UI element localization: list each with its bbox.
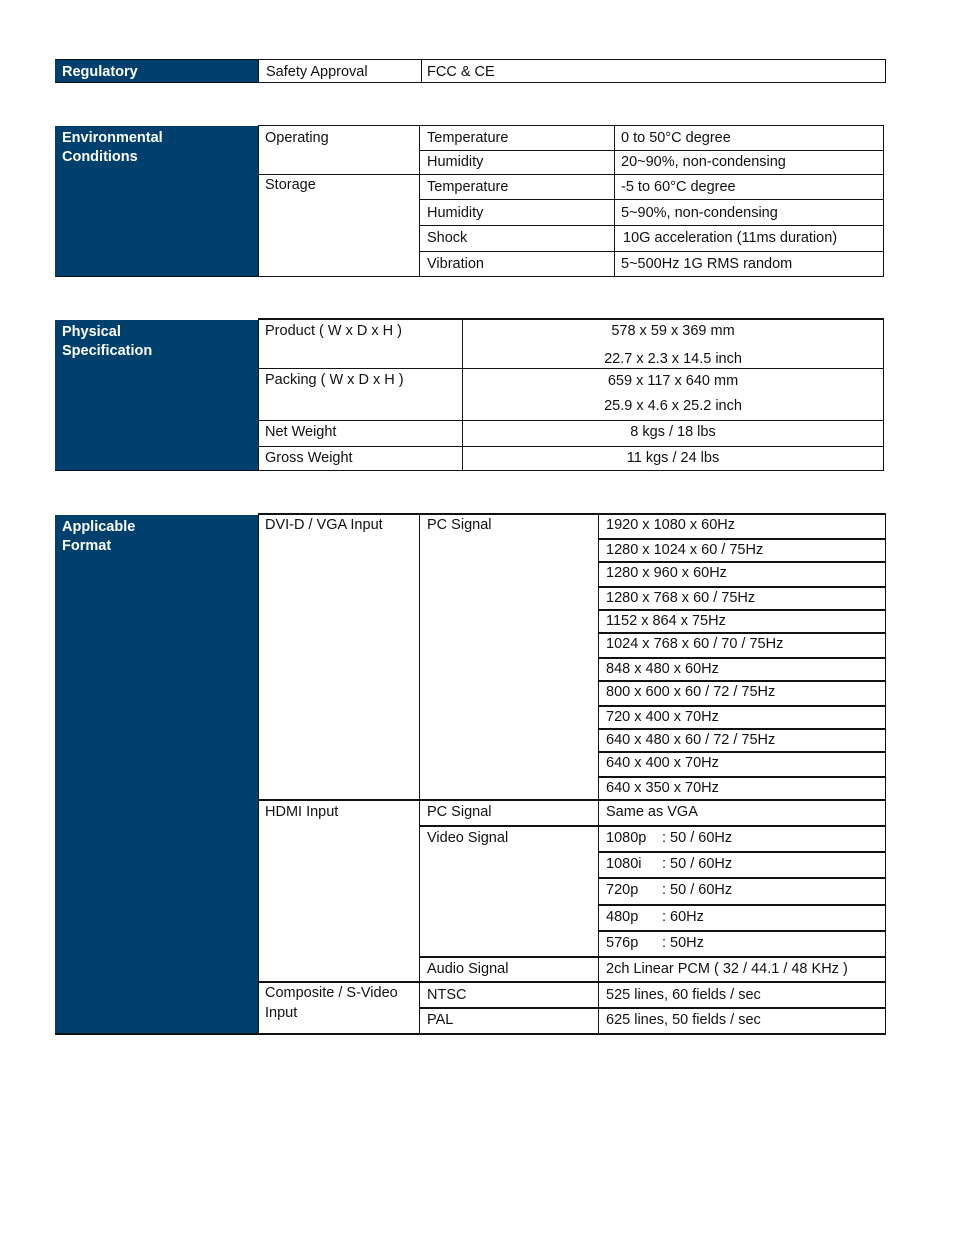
divider — [883, 318, 884, 471]
divider — [462, 318, 463, 471]
packing-dimensions-label: Packing ( W x D x H ) — [265, 372, 404, 388]
divider — [258, 318, 259, 471]
pc-mode-11: 640 x 400 x 70Hz — [606, 755, 719, 771]
environmental-header-line2: Conditions — [62, 149, 138, 165]
video-mode-1080i: 1080i — [606, 856, 642, 872]
pc-mode-3: 1280 x 960 x 60Hz — [606, 565, 727, 581]
safety-approval-label: Safety Approval — [266, 64, 368, 80]
regulatory-header — [55, 60, 258, 83]
hdmi-pc-signal-value: Same as VGA — [606, 804, 698, 820]
divider — [258, 513, 886, 515]
divider — [419, 125, 420, 277]
video-mode-720p: 720p — [606, 882, 639, 898]
divider — [258, 59, 259, 83]
applicable-format-header — [55, 515, 258, 1034]
divider — [598, 751, 886, 753]
divider — [55, 470, 884, 471]
physical-header-line2: Specification — [62, 343, 153, 359]
pc-mode-5: 1152 x 864 x 75Hz — [606, 613, 726, 629]
pc-mode-8: 800 x 600 x 60 / 72 / 75Hz — [606, 684, 776, 700]
divider — [598, 776, 886, 778]
divider — [419, 225, 884, 226]
divider — [598, 851, 886, 853]
gross-weight-label: Gross Weight — [265, 450, 353, 466]
ntsc-value: 525 lines, 60 fields / sec — [606, 987, 761, 1003]
pc-mode-10: 640 x 480 x 60 / 72 / 75Hz — [606, 732, 776, 748]
operating-humidity-label: Humidity — [427, 154, 484, 170]
divider — [419, 1007, 886, 1009]
packing-dimensions-inch: 25.9 x 4.6 x 25.2 inch — [604, 398, 742, 414]
divider — [883, 125, 884, 277]
operating-temperature-label: Temperature — [427, 130, 509, 146]
environmental-header — [55, 126, 258, 277]
gross-weight-value: 11 kgs / 24 lbs — [626, 450, 720, 466]
divider — [598, 657, 886, 659]
physical-header-line1: Physical — [62, 324, 121, 340]
divider — [258, 420, 884, 421]
pc-mode-2: 1280 x 1024 x 60 / 75Hz — [606, 542, 764, 558]
divider — [598, 561, 886, 563]
divider — [419, 199, 884, 200]
video-signal-label: Video Signal — [427, 830, 509, 846]
divider — [258, 174, 884, 175]
applicable-header-line1: Applicable — [62, 519, 136, 535]
audio-signal-label: Audio Signal — [427, 961, 509, 977]
divider — [598, 586, 886, 588]
pc-mode-7: 848 x 480 x 60Hz — [606, 661, 719, 677]
video-rate-1080i: : 50 / 60Hz — [662, 856, 733, 872]
divider — [55, 1033, 886, 1035]
pc-mode-12: 640 x 350 x 70Hz — [606, 780, 719, 796]
storage-humidity-value: 5~90%, non-condensing — [621, 205, 778, 221]
divider — [419, 825, 886, 827]
video-mode-1080p: 1080p — [606, 830, 647, 846]
divider — [258, 799, 886, 801]
divider — [258, 125, 259, 277]
divider — [885, 513, 886, 1034]
operating-label: Operating — [265, 130, 329, 146]
operating-temperature-value: 0 to 50°C degree — [621, 130, 731, 146]
divider — [55, 82, 886, 83]
ntsc-label: NTSC — [427, 987, 467, 1003]
divider — [598, 513, 599, 1034]
video-mode-480p: 480p — [606, 909, 639, 925]
divider — [258, 318, 884, 320]
divider — [419, 956, 886, 958]
pc-mode-9: 720 x 400 x 70Hz — [606, 709, 719, 725]
storage-humidity-label: Humidity — [427, 205, 484, 221]
pc-mode-1: 1920 x 1080 x 60Hz — [606, 517, 735, 533]
divider — [598, 877, 886, 879]
divider — [55, 59, 886, 60]
composite-svideo-label-line1: Composite / S-Video — [265, 985, 398, 1001]
divider — [258, 513, 259, 1034]
divider — [598, 538, 886, 540]
divider — [55, 276, 884, 277]
divider — [258, 125, 884, 126]
divider — [598, 728, 886, 730]
divider — [885, 59, 886, 83]
net-weight-label: Net Weight — [265, 424, 337, 440]
regulatory-header-label: Regulatory — [62, 64, 138, 80]
product-dimensions-mm: 578 x 59 x 369 mm — [611, 323, 735, 339]
storage-shock-label: Shock — [427, 230, 468, 246]
video-rate-720p: : 50 / 60Hz — [662, 882, 733, 898]
storage-label: Storage — [265, 177, 316, 193]
hdmi-pc-signal-label: PC Signal — [427, 804, 492, 820]
video-mode-576p: 576p — [606, 935, 639, 951]
product-dimensions-inch: 22.7 x 2.3 x 14.5 inch — [604, 351, 742, 367]
divider — [419, 513, 420, 1034]
divider — [598, 705, 886, 707]
pal-value: 625 lines, 50 fields / sec — [606, 1012, 761, 1028]
dvi-pc-signal-label: PC Signal — [427, 517, 492, 533]
operating-humidity-value: 20~90%, non-condensing — [621, 154, 786, 170]
divider — [598, 632, 886, 634]
storage-temperature-value: -5 to 60°C degree — [621, 179, 736, 195]
divider — [598, 609, 886, 611]
storage-temperature-label: Temperature — [427, 179, 509, 195]
divider — [258, 446, 884, 447]
divider — [598, 680, 886, 682]
net-weight-value: 8 kgs / 18 lbs — [630, 424, 716, 440]
video-rate-576p: : 50Hz — [662, 935, 704, 951]
storage-vibration-value: 5~500Hz 1G RMS random — [621, 256, 793, 272]
divider — [614, 125, 615, 277]
dvi-vga-input-label: DVI-D / VGA Input — [265, 517, 383, 533]
divider — [598, 930, 886, 932]
product-dimensions-label: Product ( W x D x H ) — [265, 323, 402, 339]
divider — [419, 150, 884, 151]
packing-dimensions-mm: 659 x 117 x 640 mm — [607, 373, 739, 389]
pc-mode-4: 1280 x 768 x 60 / 75Hz — [606, 590, 756, 606]
hdmi-input-label: HDMI Input — [265, 804, 339, 820]
storage-vibration-label: Vibration — [427, 256, 484, 272]
video-rate-480p: : 60Hz — [662, 909, 704, 925]
divider — [421, 59, 422, 83]
composite-svideo-label-line2: Input — [265, 1005, 298, 1021]
applicable-header-line2: Format — [62, 538, 112, 554]
divider — [419, 251, 884, 252]
pal-label: PAL — [427, 1012, 454, 1028]
divider — [258, 368, 884, 369]
video-rate-1080p: : 50 / 60Hz — [662, 830, 733, 846]
storage-shock-value: 10G acceleration (11ms duration) — [623, 230, 838, 246]
environmental-header-line1: Environmental — [62, 130, 163, 146]
divider — [258, 981, 886, 983]
pc-mode-6: 1024 x 768 x 60 / 70 / 75Hz — [606, 636, 784, 652]
divider — [598, 904, 886, 906]
physical-header — [55, 320, 258, 471]
audio-signal-value: 2ch Linear PCM ( 32 / 44.1 / 48 KHz ) — [606, 961, 848, 977]
safety-approval-value: FCC & CE — [427, 64, 495, 80]
